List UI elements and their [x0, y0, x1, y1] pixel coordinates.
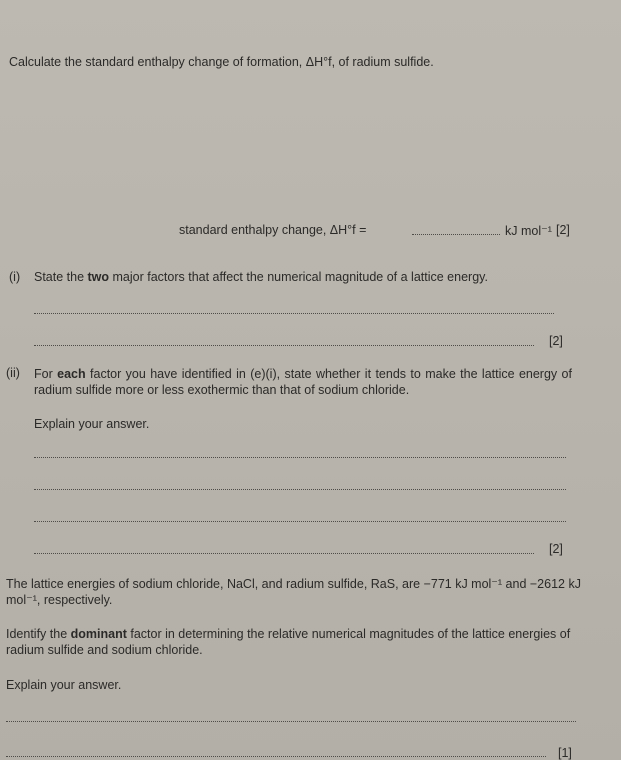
emphasis-two: two: [87, 270, 110, 284]
answer-line-f-1[interactable]: [6, 721, 576, 722]
mark-d: [2]: [556, 223, 570, 237]
text-segment: Identify the: [6, 627, 71, 641]
answer-line-e-ii-4[interactable]: [34, 553, 534, 554]
enthalpy-question: Calculate the standard enthalpy change of formation, ΔH°f, of radium sulfide.: [9, 55, 434, 69]
answer-line-e-ii-3[interactable]: [34, 521, 566, 522]
text-segment: factor you have identified in (e)(i), state whether it tends to make the lattice energy of radium sulfide more or less exothermic than that of sodium chloride.: [34, 367, 572, 397]
dominant-factor-question: [6, 626, 586, 658]
answer-line-enthalpy[interactable]: [412, 234, 500, 235]
part-e-ii-number: (ii): [6, 366, 20, 380]
mark-e-ii: [2]: [549, 542, 563, 556]
text-segment: major factors that affect the numerical magnitude of a lattice energy.: [109, 270, 488, 284]
explain-prompt-f: Explain your answer.: [6, 678, 122, 692]
emphasis-dominant: dominant: [70, 627, 127, 641]
answer-line-f-2[interactable]: [6, 756, 546, 757]
text-segment: State the: [34, 270, 88, 284]
text-segment: factor in determining the relative numerical magnitudes of the lattice energies of radium sulfide and sodium chloride.: [6, 627, 571, 657]
lattice-energy-statement: The lattice energies of sodium chloride, NaCl, and radium sulfide, RaS, are −771 kJ mol⁻¹ and −2612 kJ mol⁻¹, respectively.: [6, 577, 581, 607]
mark-f: [1]: [558, 746, 572, 760]
mark-e-i: [2]: [549, 334, 563, 348]
emphasis-each: each: [57, 367, 86, 381]
part-e-ii-question: [34, 366, 572, 398]
answer-line-e-ii-2[interactable]: [34, 489, 566, 490]
answer-label: standard enthalpy change, ΔH°f =: [179, 223, 367, 237]
explain-prompt-e-ii: Explain your answer.: [34, 417, 150, 431]
part-e-i-number: (i): [9, 270, 21, 284]
text-segment: For: [34, 367, 58, 381]
answer-line-e-i-2[interactable]: [34, 345, 534, 346]
part-e-i-question: [34, 270, 488, 284]
answer-line-e-i-1[interactable]: [34, 313, 554, 314]
answer-line-e-ii-1[interactable]: [34, 457, 566, 458]
answer-unit: kJ mol⁻¹: [505, 224, 552, 238]
